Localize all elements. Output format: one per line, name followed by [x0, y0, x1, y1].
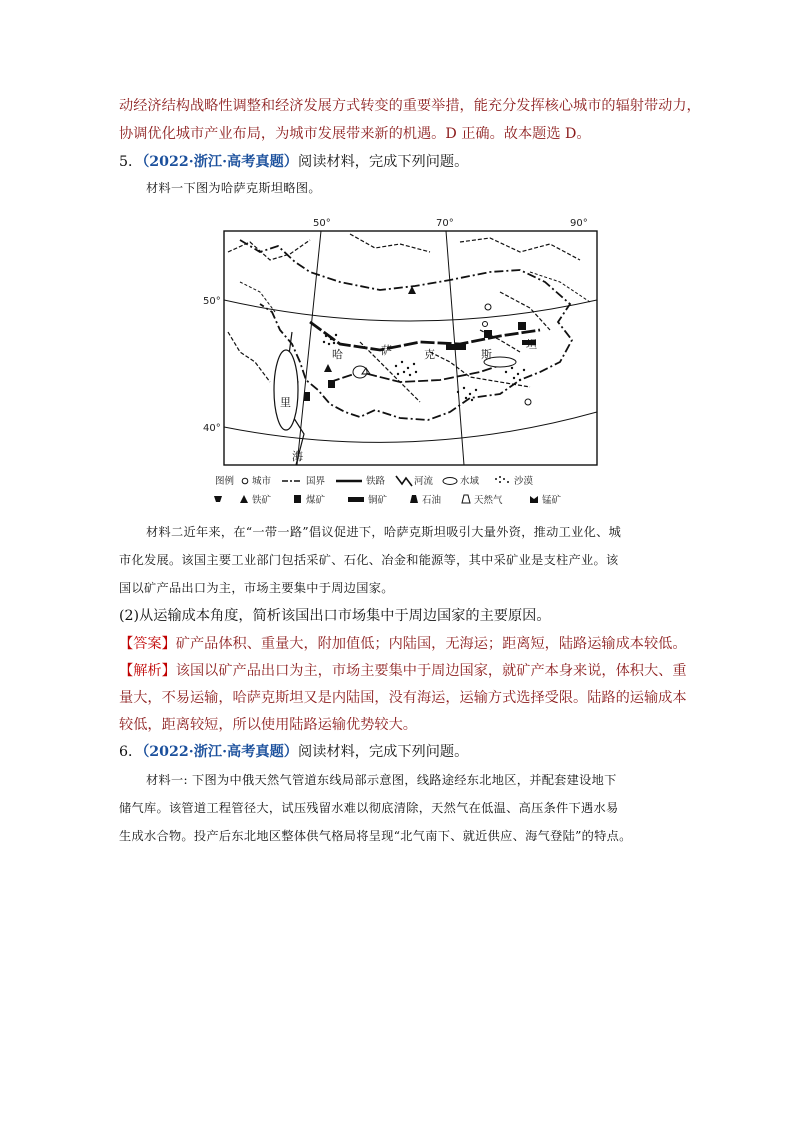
analysis-tag: 【解析】: [119, 663, 176, 679]
legend-desert: 沙漠: [514, 476, 534, 487]
legend-manganese: 锰矿: [542, 495, 562, 506]
caspian-sea: [274, 350, 298, 430]
legend-city: 城市: [252, 476, 272, 487]
country-char-sa: 萨: [381, 344, 392, 357]
question-5-header: [119, 152, 468, 172]
q6-material-line-3: 生成水合物。投产后东北地区整体供气格局将呈现“北气南下、就近供应、海气登陆”的特点。: [119, 829, 632, 843]
answer-text: 矿产品体积、重量大，附加值低；内陆国，无海运；距离短，陆路运输成本较低。: [175, 636, 687, 652]
question-source: （2022·浙江·高考真题）: [142, 744, 298, 760]
legend-railway: 铁路: [366, 476, 386, 487]
legend-oil: 石油: [422, 495, 442, 506]
legend-title: 图例: [215, 476, 235, 487]
country-char-ha: 哈: [332, 348, 343, 361]
question-source: （2022·浙江·高考真题）: [142, 154, 298, 170]
material-1: 材料一下图为哈萨克斯坦略图。: [146, 181, 321, 195]
legend-water: 水域: [460, 476, 480, 487]
previous-analysis-line-2: 协调优化城市产业布局，为城市发展带来新的机遇。D 正确。故本题选 D。: [119, 126, 591, 142]
country-char-ke: 克: [424, 348, 435, 361]
question-instruction: 阅读材料，完成下列问题。: [298, 154, 469, 170]
material-2-line-1: 材料二近年来，在“一带一路”倡议促进下，哈萨克斯坦吸引大量外资，推动工业化、城: [146, 525, 622, 539]
material-2-line-2: 市化发展。该国主要工业部门包括采矿、石化、冶金和能源等，其中采矿业是支柱产业。该: [119, 553, 619, 567]
question-instruction: 阅读材料，完成下列问题。: [298, 744, 469, 760]
sea-char-hai: 海: [292, 450, 303, 463]
legend-coal: 煤矿: [306, 495, 326, 506]
analysis-line-3: 较低，距离较短，所以使用陆路运输优势较大。: [119, 717, 417, 733]
question-number: 5．: [119, 154, 143, 170]
q6-material-line-2: 储气库。该管道工程管径大，试压残留水难以彻底清除，天然气在低温、高压条件下遇水易: [119, 801, 619, 815]
kazakhstan-map: [200, 212, 620, 512]
answer-tag: 【答案】: [119, 636, 176, 652]
aral-sea: [353, 366, 367, 378]
legend-river: 河流: [414, 476, 434, 487]
country-char-tan: 坦: [526, 338, 537, 351]
answer-block: [119, 634, 687, 654]
lon-label-90: 90°: [570, 218, 588, 229]
analysis-block: [119, 661, 687, 681]
analysis-line-1: 该国以矿产品出口为主，市场主要集中于周边国家，就矿产本身来说，体积大、重: [175, 663, 687, 679]
question-number: 6．: [119, 744, 143, 760]
lon-label-50: 50°: [313, 218, 331, 229]
country-char-si: 斯: [481, 348, 492, 361]
sea-char-li: 里: [280, 396, 291, 409]
sub-question-2: (2)从运输成本角度，简析该国出口市场集中于周边国家的主要原因。: [119, 608, 551, 624]
material-2-line-3: 国以矿产品出口为主，市场主要集中于周边国家。: [119, 581, 394, 595]
lat-label-40: 40°: [203, 423, 221, 434]
legend-copper: 铜矿: [368, 495, 388, 506]
map-frame: [224, 231, 597, 465]
analysis-line-2: 量大，不易运输，哈萨克斯坦又是内陆国，没有海运，运输方式选择受限。陆路的运输成本: [119, 690, 687, 706]
lon-label-70: 70°: [436, 218, 454, 229]
legend-gas: 天然气: [474, 495, 503, 506]
lat-label-50: 50°: [203, 296, 221, 307]
q6-material-line-1: 材料一: 下图为中俄天然气管道东线局部示意图，线路途经东北地区，并配套建设地下: [146, 773, 617, 787]
previous-analysis-line-1: 动经济结构战略性调整和经济发展方式转变的重要举措，能充分发挥核心城市的辐射带动力，: [119, 98, 701, 114]
legend-border: 国界: [306, 476, 326, 487]
legend: [214, 475, 562, 506]
question-6-header: [119, 742, 468, 762]
legend-iron: 铁矿: [252, 495, 272, 506]
